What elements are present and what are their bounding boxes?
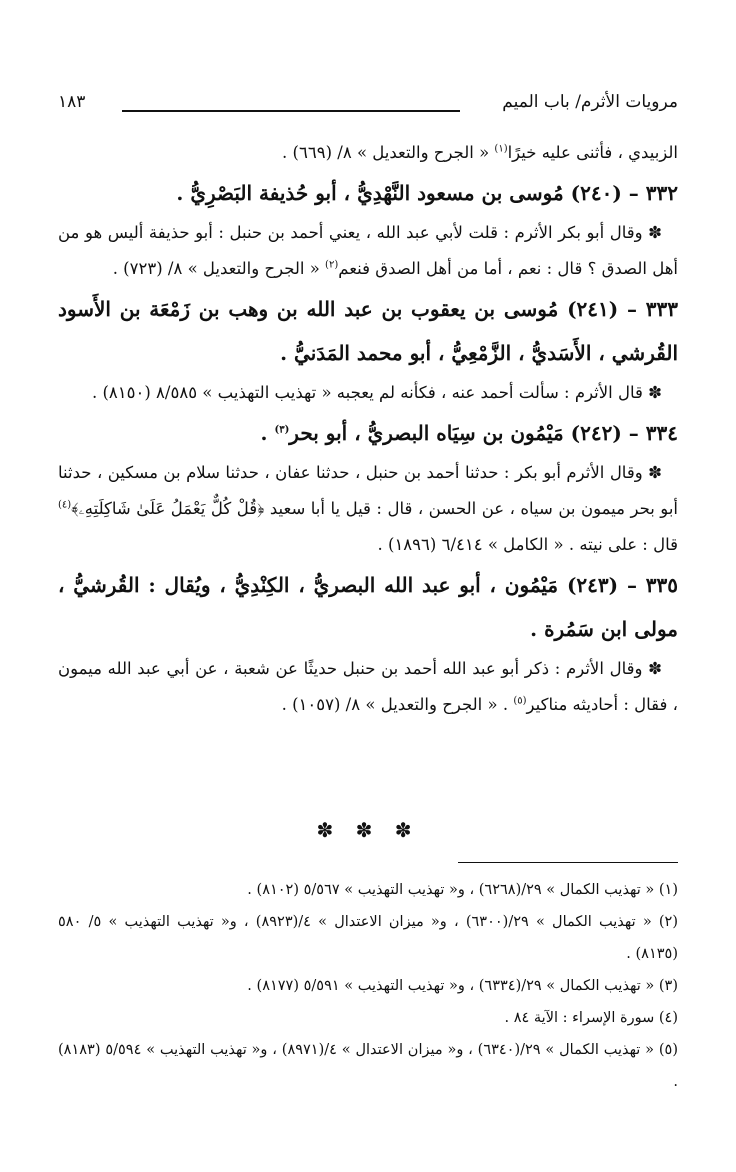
running-title: مرويات الأثرم/ باب الميم [502,92,678,112]
paragraph-continuation: الزبيدي ، فأثنى عليه خيرًا$^{(١)}$ « الجرح والتعديل » ٨/ (٦٦٩) . [282,143,678,162]
footnote: (٢) « تهذيب الكمال » ٢٩/(٦٣٠٠) ، و« ميزان الاعتدال » ٤/(٨٩٢٣) ، و« تهذيب التهذيب » ٥/ ٥٨٠ (٨١٣٥) . [58,914,679,962]
footnote: (١) « تهذيب الكمال » ٢٩/(٦٢٦٨) ، و« تهذيب التهذيب » ٥/٥٦٧ (٨١٠٢) . [247,882,678,898]
narration-paragraph: ✽ قال الأثرم : سألت أحمد عنه ، فكأنه لم يعجبه « تهذيب التهذيب » ٨/٥٨٥ (٨١٥٠) . [91,383,662,402]
footnote: (٣) « تهذيب الكمال » ٢٩/(٦٣٣٤) ، و« تهذيب التهذيب » ٥/٥٩١ (٨١٧٧) . [247,978,678,994]
footnote-marker: (١) [494,143,508,155]
footnote-rule [458,862,678,863]
entry-heading-332: ٣٣٢ – (٢٤٠) مُوسى بن مسعود النَّهْدِيُّ ، أبو حُذيفة البَصْرِيُّ . [176,181,678,205]
footnotes [58,874,678,1098]
footnote-marker: (٢) [325,259,339,271]
footnote: (٤) سورة الإسراء : الآية ٨٤ . [504,1010,678,1026]
entry-heading-333: ٣٣٣ – (٢٤١) مُوسى بن يعقوب بن عبد الله بن وهب بن زَمْعَة بن الأَسود القُرشي ، الأَسَديُّ ، الزَّمْعِيُّ ، أبو محمد المَدَنيُّ . [58,297,679,365]
section-separator: ✽ ✽ ✽ [316,818,420,842]
page-number: ١٨٣ [58,92,86,112]
header-rule [122,110,460,112]
narration-paragraph: ✽ وقال الأثرم : ذكر أبو عبد الله أحمد بن حنبل حديثًا عن شعبة ، عن أبي عبد الله ميمون ، فقال : أحاديثه مناكير$^{(٥)}$ . « الجرح والتعديل » ٨/ (١٠٥٧) . [58,659,678,714]
narration-paragraph: ✽ وقال الأثرم أبو بكر : حدثنا أحمد بن حنبل ، حدثنا عفان ، حدثنا سلام بن مسكين ، حدثنا أبو بحر ميمون بن سياه ، عن الحسن ، قال : قيل يا أبا سعيد ﴿قُلْ كُلٌّ يَعْمَلُ عَلَىٰ شَاكِلَتِهِۦ﴾$^{(٤)}$ قال : على نيته . « الكامل » ٦/٤١٤ (١٨٩٦) . [58,463,678,554]
main-text [58,135,678,723]
footnote-marker: (٣) [274,424,290,436]
narration-paragraph: ✽ وقال أبو بكر الأثرم : قلت لأبي عبد الله ، يعني أحمد بن حنبل : أبو حذيفة أليس هو من أهل الصدق ؟ قال : نعم ، أما من أهل الصدق فنعم$^{(٢)}$ « الجرح والتعديل » ٨/ (٧٢٣) . [58,223,678,278]
footnote-marker: (٤) [58,499,72,511]
page-header [58,92,678,126]
entry-heading-335: ٣٣٥ – (٢٤٣) مَيْمُون ، أبو عبد الله البصريُّ ، الكِنْدِيُّ ، ويُقال : القُرشيُّ ، مولى ابن سَمُرة . [58,573,679,641]
entry-heading-334: ٣٣٤ – (٢٤٢) مَيْمُون بن سِيَاه البصريُّ ، أبو بحر$^{(٣)}$ . [260,421,678,445]
footnote: (٥) « تهذيب الكمال » ٢٩/(٦٣٤٠) ، و« ميزان الاعتدال » ٤/(٨٩٧١) ، و« تهذيب التهذيب » ٥/٥٩٤ (٨١٨٣) . [58,1042,678,1090]
footnote-marker: (٥) [513,695,527,707]
